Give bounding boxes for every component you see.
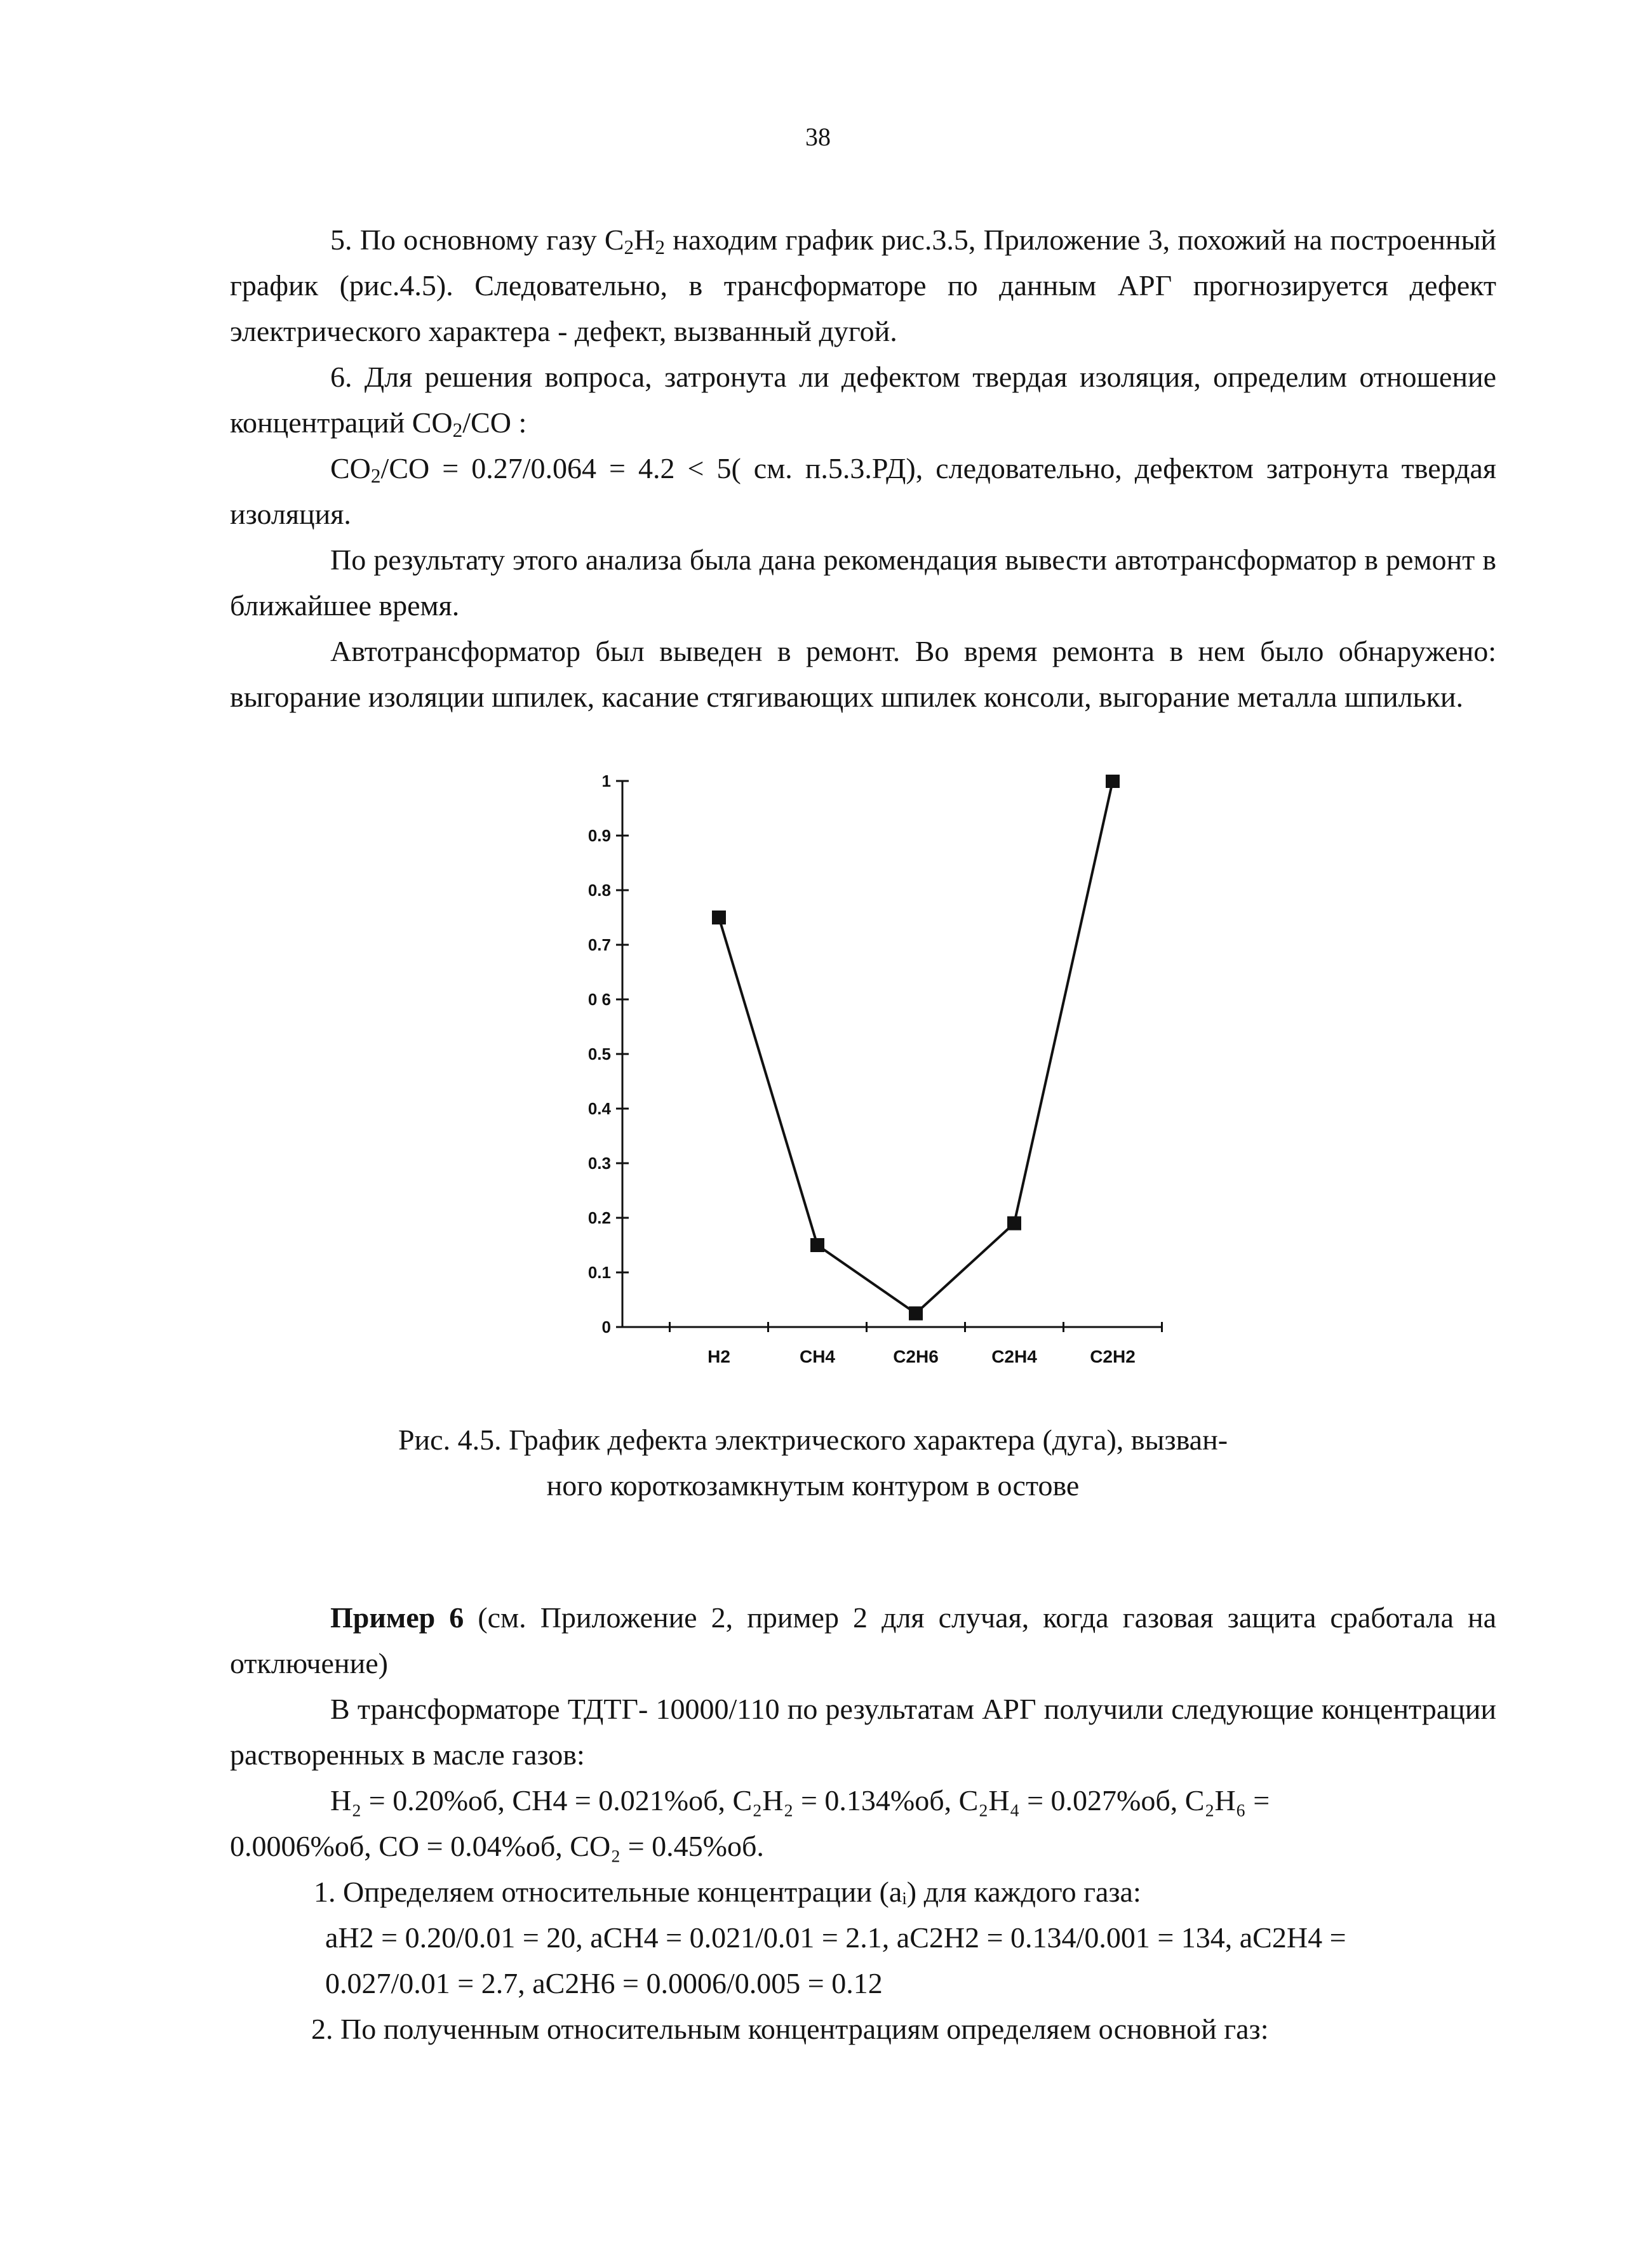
section-analysis [230, 217, 1496, 720]
ratio-start: CO [330, 452, 371, 484]
page-number: 38 [805, 123, 831, 151]
subscript: 2 [624, 236, 634, 258]
relative-line-1: aH2 = 0.20/0.01 = 20, aCH4 = 0.021/0.01 = 2.1, aC2H2 = 0.134/0.001 = 134, aC2H4 = [325, 1921, 1346, 1954]
ratio-paragraph [230, 446, 1496, 537]
y-tick-label: 0.4 [587, 1099, 611, 1118]
paragraph-6-end: /CO : [462, 406, 527, 439]
paragraph-6-text: 6. Для решения вопроса, затронута ли дефектом твердая изоляция, определим отношение концентраций CO [230, 361, 1496, 439]
paragraph-5 [230, 217, 1496, 354]
ratio-text: /CO = 0.27/0.064 = 4.2 < 5( см. п.5.3.РД), следовательно, дефектом затронута твердая изоляция. [230, 452, 1496, 530]
series-line [719, 781, 1113, 1314]
y-tick-label: 0 [601, 1317, 611, 1337]
data-point [810, 1238, 824, 1252]
paragraph-5-h: H [634, 223, 655, 256]
caption-line-2: ного короткозамкнутым контуром в остове [546, 1469, 1080, 1502]
y-tick-label: 0 6 [587, 990, 611, 1009]
concentrations-line-1: H₂ = 0.20%об, CH4 = 0.021%об, C₂H₂ = 0.134%об, C₂H₄ = 0.027%об, C₂H₆ = [330, 1784, 1270, 1817]
example-6-title-rest: (см. Приложение 2, пример 2 для случая, когда газовая защита сработала на отключение) [230, 1601, 1496, 1679]
y-tick-label: 1 [601, 775, 611, 790]
data-point [1007, 1217, 1021, 1231]
paragraph-6 [230, 354, 1496, 446]
y-tick-label: 0.8 [587, 881, 611, 900]
section-example-6 [230, 1595, 1496, 2052]
y-tick-label: 0.9 [587, 826, 611, 845]
line-chart-svg [559, 775, 1181, 1397]
step-1: 1. Определяем относительные концентрации (aᵢ) для каждого газа: [314, 1876, 1141, 1908]
example-6-intro: В трансформаторе ТДТГ- 10000/110 по результатам АРГ получили следующие концентрации растворенных в масле газов: [230, 1693, 1496, 1771]
data-point [712, 911, 726, 924]
repair-paragraph: Автотрансформатор был выведен в ремонт. Во время ремонта в нем было обнаружено: выгорание изоляции шпилек, касание стягивающих шпилек консоли, выгорание металла шпильки. [230, 635, 1496, 713]
x-tick-label: C2H6 [893, 1347, 939, 1366]
caption-line-1: Рис. 4.5. График дефекта электрического характера (дуга), вызван- [398, 1424, 1228, 1456]
relative-line-2: 0.027/0.01 = 2.7, aC2H6 = 0.0006/0.005 = 0.12 [325, 1967, 883, 1999]
x-tick-label: C2H4 [991, 1347, 1037, 1366]
x-tick-label: H2 [707, 1347, 730, 1366]
step-2: 2. По полученным относительным концентрациям определяем основной газ: [311, 2013, 1269, 2045]
data-point [1106, 775, 1120, 788]
figure-caption [318, 1417, 1308, 1509]
y-tick-label: 0.5 [587, 1044, 611, 1064]
y-tick-label: 0.2 [587, 1208, 611, 1227]
y-tick-label: 0.1 [587, 1263, 611, 1282]
defect-chart [559, 775, 1181, 1400]
x-tick-label: C2H2 [1090, 1347, 1136, 1366]
example-6-title: Пример 6 [330, 1601, 464, 1634]
recommendation-paragraph: По результату этого анализа была дана рекомендация вывести автотрансформатор в ремонт в ближайшее время. [230, 544, 1496, 622]
y-tick-label: 0.7 [587, 935, 611, 954]
paragraph-5-text: находим график рис.3.5, Приложение 3, похожий на построенный график (рис.4.5). Следовательно, в трансформаторе по данным АРГ прогнозируется дефект электрического характера - дефект, вызванный дугой. [230, 223, 1496, 347]
concentrations-line-2: 0.0006%об, CO = 0.04%об, CO₂ = 0.45%об. [230, 1830, 764, 1862]
subscript: 2 [370, 464, 381, 487]
subscript: 2 [655, 236, 666, 258]
y-tick-label: 0.3 [587, 1154, 611, 1173]
example-6-title-paragraph [230, 1595, 1496, 1686]
subscript: 2 [452, 418, 463, 441]
paragraph-5-start: 5. По основному газу C [330, 223, 624, 256]
data-point [909, 1307, 923, 1321]
x-tick-label: CH4 [799, 1347, 836, 1366]
